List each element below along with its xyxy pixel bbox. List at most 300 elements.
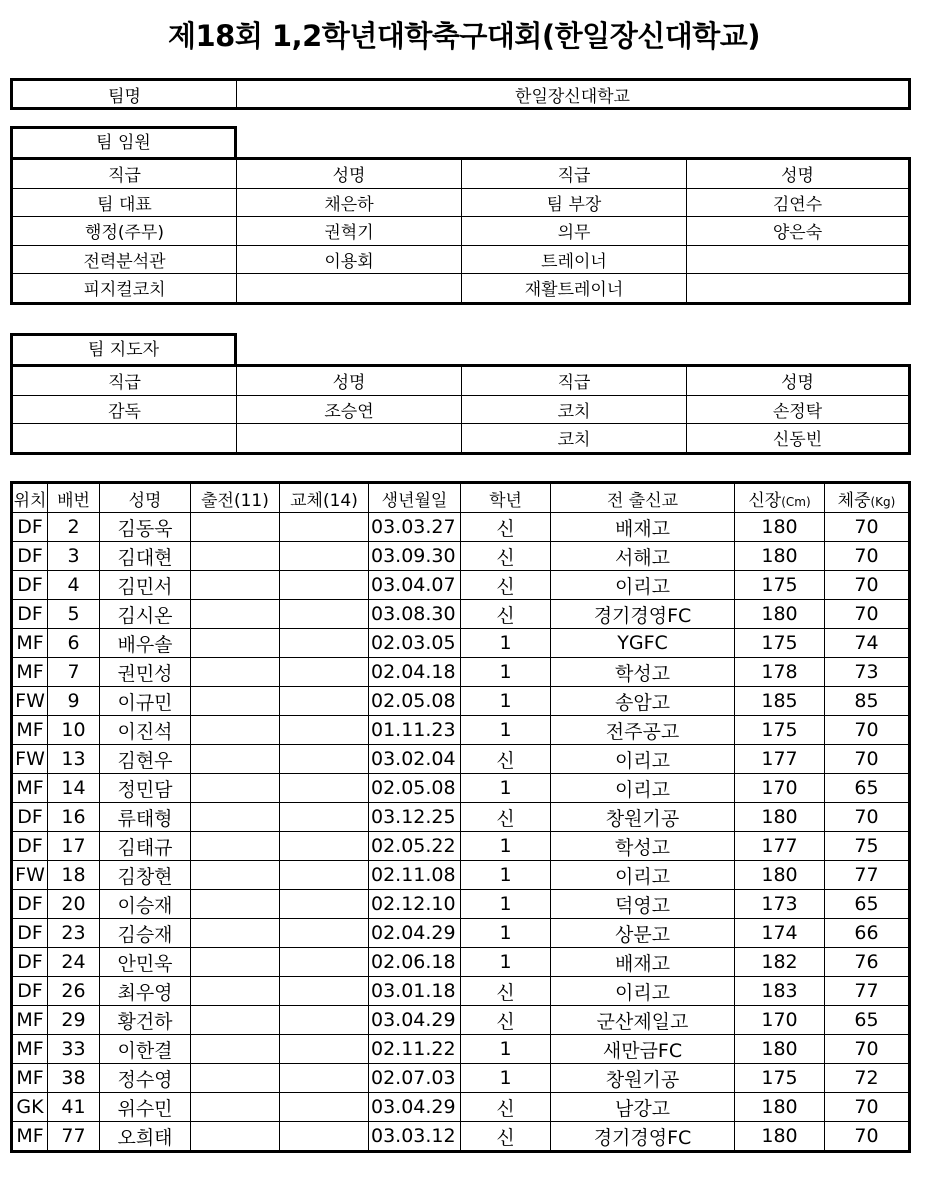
coach-header-cell: 성명 bbox=[237, 366, 462, 396]
player-height-cell: 178 bbox=[735, 658, 825, 687]
player-name-cell: 정수영 bbox=[100, 1064, 191, 1093]
staff-header-cell: 직급 bbox=[462, 159, 687, 189]
player-position-cell: MF bbox=[12, 1006, 48, 1035]
player-grade-cell: 1 bbox=[461, 861, 551, 890]
player-birthdate-cell: 02.05.08 bbox=[369, 687, 461, 716]
player-substitute-cell bbox=[280, 774, 369, 803]
player-starter-cell bbox=[191, 716, 280, 745]
player-former-school-cell: 서해고 bbox=[551, 542, 735, 571]
player-row bbox=[12, 977, 910, 1006]
player-birthdate-cell: 03.09.30 bbox=[369, 542, 461, 571]
player-grade-cell: 신 bbox=[461, 542, 551, 571]
header-position: 위치 bbox=[12, 483, 48, 513]
player-former-school-cell: 경기경영FC bbox=[551, 600, 735, 629]
player-number-cell: 77 bbox=[48, 1122, 100, 1152]
staff-cell bbox=[687, 245, 910, 274]
player-number-cell: 3 bbox=[48, 542, 100, 571]
player-former-school-cell: 이리고 bbox=[551, 571, 735, 600]
player-substitute-cell bbox=[280, 629, 369, 658]
coach-cell bbox=[237, 424, 462, 454]
player-row bbox=[12, 629, 910, 658]
player-grade-cell: 신 bbox=[461, 600, 551, 629]
player-name-cell: 정민담 bbox=[100, 774, 191, 803]
coach-header-row bbox=[12, 366, 910, 396]
player-position-cell: DF bbox=[12, 890, 48, 919]
player-height-cell: 180 bbox=[735, 542, 825, 571]
player-row bbox=[12, 1064, 910, 1093]
player-former-school-cell: 이리고 bbox=[551, 774, 735, 803]
player-height-cell: 180 bbox=[735, 1035, 825, 1064]
player-row bbox=[12, 948, 910, 977]
player-weight-cell: 70 bbox=[825, 1093, 910, 1122]
coach-cell: 코치 bbox=[462, 424, 687, 454]
page-title: 제18회 1,2학년대학축구대회(한일장신대학교) bbox=[167, 19, 761, 53]
staff-cell bbox=[687, 274, 910, 304]
player-grade-cell: 신 bbox=[461, 1093, 551, 1122]
player-grade-cell: 1 bbox=[461, 658, 551, 687]
player-position-cell: DF bbox=[12, 832, 48, 861]
player-row bbox=[12, 919, 910, 948]
player-starter-cell bbox=[191, 1093, 280, 1122]
staff-cell: 이용회 bbox=[237, 245, 462, 274]
staff-table bbox=[10, 157, 911, 305]
player-name-cell: 김대현 bbox=[100, 542, 191, 571]
player-position-cell: DF bbox=[12, 948, 48, 977]
player-height-cell: 177 bbox=[735, 832, 825, 861]
staff-cell: 팀 대표 bbox=[12, 188, 237, 217]
player-number-cell: 9 bbox=[48, 687, 100, 716]
player-height-cell: 180 bbox=[735, 861, 825, 890]
player-row bbox=[12, 890, 910, 919]
header-former-school: 전 출신교 bbox=[551, 483, 735, 513]
player-weight-cell: 75 bbox=[825, 832, 910, 861]
staff-row bbox=[12, 217, 910, 246]
player-name-cell: 최우영 bbox=[100, 977, 191, 1006]
player-number-cell: 2 bbox=[48, 513, 100, 542]
player-grade-cell: 1 bbox=[461, 629, 551, 658]
player-weight-cell: 70 bbox=[825, 1122, 910, 1152]
coach-cell: 코치 bbox=[462, 395, 687, 424]
player-starter-cell bbox=[191, 513, 280, 542]
player-name-cell: 류태형 bbox=[100, 803, 191, 832]
player-height-cell: 175 bbox=[735, 629, 825, 658]
player-height-cell: 177 bbox=[735, 745, 825, 774]
player-position-cell: DF bbox=[12, 571, 48, 600]
player-number-cell: 23 bbox=[48, 919, 100, 948]
player-number-cell: 7 bbox=[48, 658, 100, 687]
player-birthdate-cell: 02.12.10 bbox=[369, 890, 461, 919]
player-weight-cell: 65 bbox=[825, 1006, 910, 1035]
player-height-cell: 175 bbox=[735, 571, 825, 600]
coach-cell bbox=[12, 424, 237, 454]
coach-header-cell: 직급 bbox=[12, 366, 237, 396]
player-number-cell: 10 bbox=[48, 716, 100, 745]
player-position-cell: FW bbox=[12, 861, 48, 890]
player-grade-cell: 신 bbox=[461, 1006, 551, 1035]
player-name-cell: 오희태 bbox=[100, 1122, 191, 1152]
staff-cell: 전력분석관 bbox=[12, 245, 237, 274]
player-birthdate-cell: 02.04.29 bbox=[369, 919, 461, 948]
player-position-cell: DF bbox=[12, 977, 48, 1006]
player-position-cell: DF bbox=[12, 600, 48, 629]
coach-header-cell: 직급 bbox=[462, 366, 687, 396]
player-row bbox=[12, 600, 910, 629]
player-starter-cell bbox=[191, 745, 280, 774]
player-weight-cell: 76 bbox=[825, 948, 910, 977]
player-grade-cell: 1 bbox=[461, 716, 551, 745]
player-former-school-cell: 창원기공 bbox=[551, 1064, 735, 1093]
coach-header-cell: 성명 bbox=[687, 366, 910, 396]
player-substitute-cell bbox=[280, 919, 369, 948]
player-starter-cell bbox=[191, 774, 280, 803]
player-former-school-cell: 창원기공 bbox=[551, 803, 735, 832]
player-starter-cell bbox=[191, 571, 280, 600]
player-name-cell: 안민욱 bbox=[100, 948, 191, 977]
staff-cell: 팀 부장 bbox=[462, 188, 687, 217]
header-name: 성명 bbox=[100, 483, 191, 513]
coach-row bbox=[12, 395, 910, 424]
header-weight-label: 체중 bbox=[837, 490, 871, 511]
player-weight-cell: 70 bbox=[825, 716, 910, 745]
player-birthdate-cell: 03.03.12 bbox=[369, 1122, 461, 1152]
player-substitute-cell bbox=[280, 861, 369, 890]
staff-cell: 양은숙 bbox=[687, 217, 910, 246]
player-name-cell: 이진석 bbox=[100, 716, 191, 745]
coach-cell: 감독 bbox=[12, 395, 237, 424]
player-birthdate-cell: 02.06.18 bbox=[369, 948, 461, 977]
player-weight-cell: 77 bbox=[825, 977, 910, 1006]
player-birthdate-cell: 02.05.22 bbox=[369, 832, 461, 861]
player-birthdate-cell: 02.04.18 bbox=[369, 658, 461, 687]
player-starter-cell bbox=[191, 1064, 280, 1093]
player-former-school-cell: 송암고 bbox=[551, 687, 735, 716]
player-substitute-cell bbox=[280, 1064, 369, 1093]
player-number-cell: 24 bbox=[48, 948, 100, 977]
player-position-cell: MF bbox=[12, 1035, 48, 1064]
player-row bbox=[12, 745, 910, 774]
player-position-cell: DF bbox=[12, 803, 48, 832]
player-grade-cell: 신 bbox=[461, 977, 551, 1006]
header-height bbox=[735, 483, 825, 513]
player-position-cell: DF bbox=[12, 919, 48, 948]
player-substitute-cell bbox=[280, 658, 369, 687]
player-number-cell: 14 bbox=[48, 774, 100, 803]
player-height-cell: 180 bbox=[735, 513, 825, 542]
player-former-school-cell: 전주공고 bbox=[551, 716, 735, 745]
player-height-cell: 170 bbox=[735, 774, 825, 803]
player-substitute-cell bbox=[280, 745, 369, 774]
player-birthdate-cell: 02.03.05 bbox=[369, 629, 461, 658]
player-row bbox=[12, 716, 910, 745]
player-former-school-cell: 경기경영FC bbox=[551, 1122, 735, 1152]
coach-cell: 조승연 bbox=[237, 395, 462, 424]
player-former-school-cell: 군산제일고 bbox=[551, 1006, 735, 1035]
staff-cell: 의무 bbox=[462, 217, 687, 246]
staff-cell: 채은하 bbox=[237, 188, 462, 217]
player-row bbox=[12, 774, 910, 803]
player-number-cell: 41 bbox=[48, 1093, 100, 1122]
player-weight-cell: 70 bbox=[825, 542, 910, 571]
player-substitute-cell bbox=[280, 1006, 369, 1035]
player-name-cell: 권민성 bbox=[100, 658, 191, 687]
coach-cell: 손정탁 bbox=[687, 395, 910, 424]
player-number-cell: 29 bbox=[48, 1006, 100, 1035]
player-starter-cell bbox=[191, 832, 280, 861]
player-weight-cell: 66 bbox=[825, 919, 910, 948]
height-unit: (Cm) bbox=[781, 494, 811, 509]
player-grade-cell: 1 bbox=[461, 1064, 551, 1093]
player-birthdate-cell: 03.03.27 bbox=[369, 513, 461, 542]
player-birthdate-cell: 03.08.30 bbox=[369, 600, 461, 629]
player-grade-cell: 신 bbox=[461, 571, 551, 600]
player-number-cell: 38 bbox=[48, 1064, 100, 1093]
player-number-cell: 20 bbox=[48, 890, 100, 919]
player-weight-cell: 70 bbox=[825, 1035, 910, 1064]
staff-cell: 피지컬코치 bbox=[12, 274, 237, 304]
player-substitute-cell bbox=[280, 687, 369, 716]
header-height-label: 신장 bbox=[748, 490, 782, 511]
player-number-cell: 18 bbox=[48, 861, 100, 890]
player-name-cell: 김민서 bbox=[100, 571, 191, 600]
player-height-cell: 175 bbox=[735, 1064, 825, 1093]
player-grade-cell: 1 bbox=[461, 1035, 551, 1064]
player-position-cell: MF bbox=[12, 774, 48, 803]
player-birthdate-cell: 02.11.22 bbox=[369, 1035, 461, 1064]
player-starter-cell bbox=[191, 977, 280, 1006]
player-birthdate-cell: 03.04.07 bbox=[369, 571, 461, 600]
staff-cell: 재활트레이너 bbox=[462, 274, 687, 304]
player-former-school-cell: YGFC bbox=[551, 629, 735, 658]
player-name-cell: 위수민 bbox=[100, 1093, 191, 1122]
player-grade-cell: 신 bbox=[461, 745, 551, 774]
player-substitute-cell bbox=[280, 1093, 369, 1122]
staff-section-label: 팀 임원 bbox=[10, 126, 237, 157]
player-row bbox=[12, 1035, 910, 1064]
player-number-cell: 26 bbox=[48, 977, 100, 1006]
player-substitute-cell bbox=[280, 716, 369, 745]
player-weight-cell: 73 bbox=[825, 658, 910, 687]
player-birthdate-cell: 02.11.08 bbox=[369, 861, 461, 890]
player-row bbox=[12, 687, 910, 716]
player-starter-cell bbox=[191, 948, 280, 977]
player-height-cell: 180 bbox=[735, 600, 825, 629]
player-row bbox=[12, 571, 910, 600]
player-name-cell: 김승재 bbox=[100, 919, 191, 948]
player-former-school-cell: 배재고 bbox=[551, 513, 735, 542]
player-row bbox=[12, 1122, 910, 1152]
player-name-cell: 이규민 bbox=[100, 687, 191, 716]
player-height-cell: 185 bbox=[735, 687, 825, 716]
player-name-cell: 이승재 bbox=[100, 890, 191, 919]
player-height-cell: 173 bbox=[735, 890, 825, 919]
player-former-school-cell: 배재고 bbox=[551, 948, 735, 977]
player-substitute-cell bbox=[280, 600, 369, 629]
player-grade-cell: 신 bbox=[461, 513, 551, 542]
player-number-cell: 6 bbox=[48, 629, 100, 658]
player-weight-cell: 70 bbox=[825, 745, 910, 774]
team-name-label: 팀명 bbox=[12, 80, 237, 109]
player-name-cell: 김태규 bbox=[100, 832, 191, 861]
player-row bbox=[12, 658, 910, 687]
player-grade-cell: 1 bbox=[461, 919, 551, 948]
player-row bbox=[12, 1093, 910, 1122]
header-substitute: 교체(14) bbox=[280, 483, 369, 513]
staff-header-cell: 성명 bbox=[237, 159, 462, 189]
player-position-cell: GK bbox=[12, 1093, 48, 1122]
player-birthdate-cell: 03.04.29 bbox=[369, 1093, 461, 1122]
player-starter-cell bbox=[191, 600, 280, 629]
header-grade: 학년 bbox=[461, 483, 551, 513]
player-grade-cell: 1 bbox=[461, 774, 551, 803]
player-former-school-cell: 상문고 bbox=[551, 919, 735, 948]
player-grade-cell: 1 bbox=[461, 890, 551, 919]
staff-cell: 권혁기 bbox=[237, 217, 462, 246]
player-row bbox=[12, 861, 910, 890]
player-substitute-cell bbox=[280, 571, 369, 600]
player-name-cell: 황건하 bbox=[100, 1006, 191, 1035]
player-former-school-cell: 학성고 bbox=[551, 658, 735, 687]
player-name-cell: 김시온 bbox=[100, 600, 191, 629]
player-row bbox=[12, 1006, 910, 1035]
player-height-cell: 182 bbox=[735, 948, 825, 977]
player-weight-cell: 77 bbox=[825, 861, 910, 890]
player-weight-cell: 74 bbox=[825, 629, 910, 658]
player-row bbox=[12, 542, 910, 571]
player-height-cell: 180 bbox=[735, 1122, 825, 1152]
player-birthdate-cell: 03.02.04 bbox=[369, 745, 461, 774]
header-weight bbox=[825, 483, 910, 513]
player-birthdate-cell: 01.11.23 bbox=[369, 716, 461, 745]
player-height-cell: 180 bbox=[735, 1093, 825, 1122]
player-birthdate-cell: 02.05.08 bbox=[369, 774, 461, 803]
player-substitute-cell bbox=[280, 1035, 369, 1064]
player-height-cell: 180 bbox=[735, 803, 825, 832]
player-name-cell: 배우솔 bbox=[100, 629, 191, 658]
header-starter: 출전(11) bbox=[191, 483, 280, 513]
staff-header-row bbox=[12, 159, 910, 189]
player-starter-cell bbox=[191, 890, 280, 919]
player-name-cell: 김현우 bbox=[100, 745, 191, 774]
player-starter-cell bbox=[191, 1122, 280, 1152]
player-height-cell: 175 bbox=[735, 716, 825, 745]
player-former-school-cell: 덕영고 bbox=[551, 890, 735, 919]
player-starter-cell bbox=[191, 1006, 280, 1035]
player-former-school-cell: 이리고 bbox=[551, 977, 735, 1006]
player-substitute-cell bbox=[280, 977, 369, 1006]
player-grade-cell: 1 bbox=[461, 832, 551, 861]
player-substitute-cell bbox=[280, 948, 369, 977]
player-position-cell: FW bbox=[12, 687, 48, 716]
player-height-cell: 183 bbox=[735, 977, 825, 1006]
player-starter-cell bbox=[191, 629, 280, 658]
player-position-cell: MF bbox=[12, 1064, 48, 1093]
header-birthdate: 생년월일 bbox=[369, 483, 461, 513]
player-birthdate-cell: 03.01.18 bbox=[369, 977, 461, 1006]
staff-cell: 행정(주무) bbox=[12, 217, 237, 246]
staff-cell: 김연수 bbox=[687, 188, 910, 217]
player-position-cell: MF bbox=[12, 1122, 48, 1152]
staff-row bbox=[12, 188, 910, 217]
player-number-cell: 4 bbox=[48, 571, 100, 600]
player-former-school-cell: 새만금FC bbox=[551, 1035, 735, 1064]
player-substitute-cell bbox=[280, 1122, 369, 1152]
player-former-school-cell: 남강고 bbox=[551, 1093, 735, 1122]
player-starter-cell bbox=[191, 919, 280, 948]
player-weight-cell: 72 bbox=[825, 1064, 910, 1093]
player-name-cell: 이한결 bbox=[100, 1035, 191, 1064]
player-former-school-cell: 학성고 bbox=[551, 832, 735, 861]
player-birthdate-cell: 03.12.25 bbox=[369, 803, 461, 832]
player-starter-cell bbox=[191, 658, 280, 687]
player-row bbox=[12, 832, 910, 861]
player-weight-cell: 65 bbox=[825, 774, 910, 803]
player-row bbox=[12, 513, 910, 542]
player-birthdate-cell: 02.07.03 bbox=[369, 1064, 461, 1093]
player-substitute-cell bbox=[280, 513, 369, 542]
players-table bbox=[10, 481, 911, 1153]
player-grade-cell: 1 bbox=[461, 948, 551, 977]
player-grade-cell: 1 bbox=[461, 687, 551, 716]
player-starter-cell bbox=[191, 687, 280, 716]
players-header-row bbox=[12, 483, 910, 513]
player-number-cell: 33 bbox=[48, 1035, 100, 1064]
player-starter-cell bbox=[191, 803, 280, 832]
player-starter-cell bbox=[191, 1035, 280, 1064]
player-weight-cell: 70 bbox=[825, 600, 910, 629]
player-weight-cell: 65 bbox=[825, 890, 910, 919]
player-position-cell: MF bbox=[12, 658, 48, 687]
player-weight-cell: 70 bbox=[825, 513, 910, 542]
player-number-cell: 17 bbox=[48, 832, 100, 861]
player-starter-cell bbox=[191, 542, 280, 571]
staff-cell: 트레이너 bbox=[462, 245, 687, 274]
player-weight-cell: 85 bbox=[825, 687, 910, 716]
player-number-cell: 16 bbox=[48, 803, 100, 832]
staff-row bbox=[12, 245, 910, 274]
player-former-school-cell: 이리고 bbox=[551, 861, 735, 890]
player-substitute-cell bbox=[280, 542, 369, 571]
player-position-cell: FW bbox=[12, 745, 48, 774]
player-position-cell: MF bbox=[12, 716, 48, 745]
team-name-table bbox=[10, 78, 911, 110]
player-number-cell: 5 bbox=[48, 600, 100, 629]
player-former-school-cell: 이리고 bbox=[551, 745, 735, 774]
coaches-section-label: 팀 지도자 bbox=[10, 333, 237, 364]
player-height-cell: 174 bbox=[735, 919, 825, 948]
player-name-cell: 김창현 bbox=[100, 861, 191, 890]
player-weight-cell: 70 bbox=[825, 571, 910, 600]
player-grade-cell: 신 bbox=[461, 1122, 551, 1152]
coach-row bbox=[12, 424, 910, 454]
staff-header-cell: 성명 bbox=[687, 159, 910, 189]
player-position-cell: MF bbox=[12, 629, 48, 658]
player-substitute-cell bbox=[280, 832, 369, 861]
player-substitute-cell bbox=[280, 803, 369, 832]
weight-unit: (Kg) bbox=[870, 494, 896, 509]
player-starter-cell bbox=[191, 861, 280, 890]
staff-row bbox=[12, 274, 910, 304]
player-height-cell: 170 bbox=[735, 1006, 825, 1035]
player-grade-cell: 신 bbox=[461, 803, 551, 832]
player-number-cell: 13 bbox=[48, 745, 100, 774]
player-weight-cell: 70 bbox=[825, 803, 910, 832]
player-position-cell: DF bbox=[12, 542, 48, 571]
player-name-cell: 김동욱 bbox=[100, 513, 191, 542]
staff-header-cell: 직급 bbox=[12, 159, 237, 189]
coach-cell: 신동빈 bbox=[687, 424, 910, 454]
team-name-value: 한일장신대학교 bbox=[237, 80, 910, 109]
player-position-cell: DF bbox=[12, 513, 48, 542]
